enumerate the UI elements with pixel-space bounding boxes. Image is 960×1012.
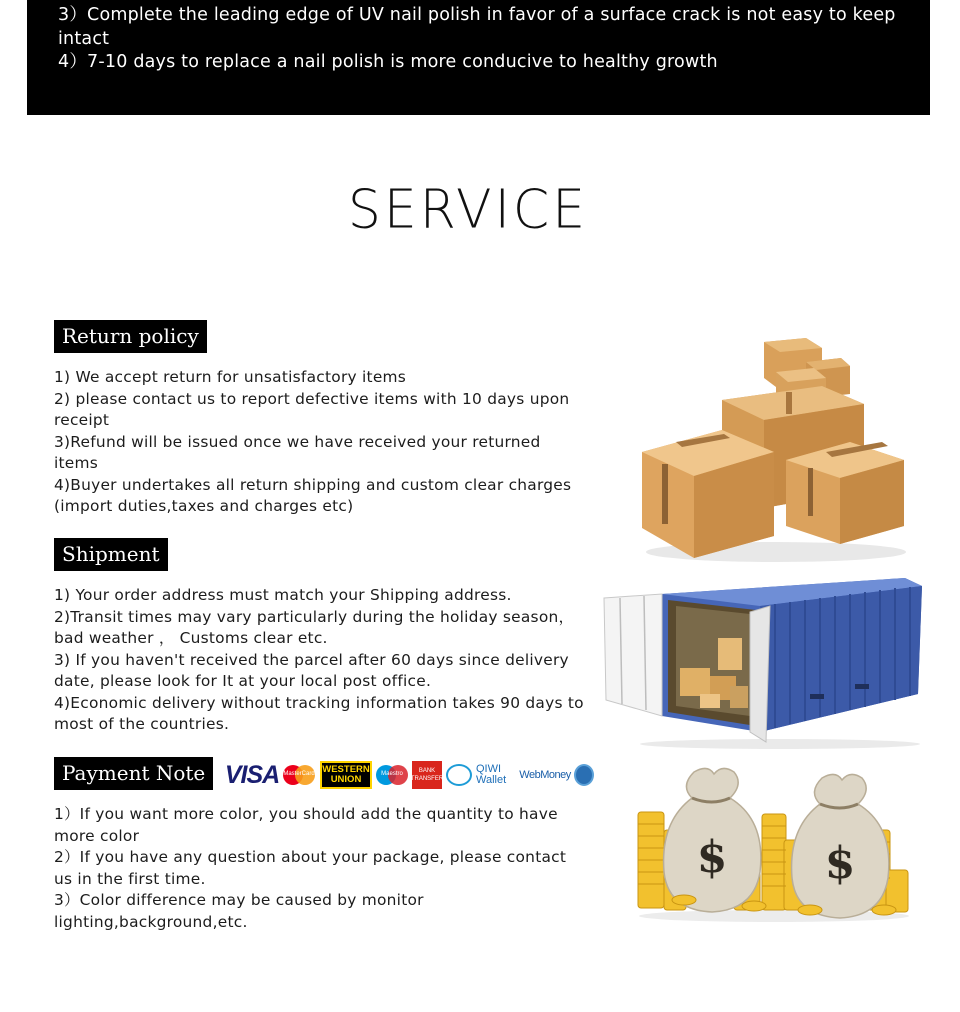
- qiwi-wallet-logo: [446, 761, 516, 789]
- payment-item: 3）Color difference may be caused by monitor lighting,background,etc.: [54, 891, 424, 931]
- shipping-container-image: [600, 576, 925, 751]
- qiwi-text-1: QIWI: [476, 763, 502, 775]
- payment-item: 1）If you want more color, you should add the quantity to have more color: [54, 805, 558, 845]
- return-policy-text: [54, 367, 584, 518]
- banner-line-4: 4）7-10 days to replace a nail polish is more conducive to healthy growth: [58, 52, 718, 72]
- bank-text-1: BANK: [418, 768, 436, 774]
- money-bags-image: [634, 760, 914, 925]
- shipment-label: Shipment: [54, 538, 168, 571]
- shipment-item: 1) Your order address must match your Shipping address.: [54, 586, 512, 604]
- service-title: SERVICE: [347, 179, 589, 241]
- payment-item: 2）If you have any question about your package, please contact us in the first time.: [54, 848, 567, 888]
- return-item: 3)Refund will be issued once we have received your returned items: [54, 432, 541, 472]
- shipment-item: 2)Transit times may vary particularly during the holiday season，bad weather ， Customs clear etc.: [54, 607, 575, 647]
- mastercard-logo-text: MasterCard: [283, 771, 315, 777]
- shipment-item: 3) If you haven't received the parcel after 60 days since delivery date, please look for It at your local post office.: [54, 650, 569, 690]
- visa-logo: VISA: [224, 760, 280, 789]
- western-union-text-2: UNION: [330, 774, 362, 785]
- shipment-text: [54, 585, 584, 736]
- svg-text:$: $: [696, 832, 728, 883]
- western-union-logo: [320, 761, 372, 789]
- top-banner: [27, 0, 930, 115]
- return-item: 1) We accept return for unsatisfactory items: [54, 368, 407, 386]
- qiwi-text-2: Wallet: [476, 774, 507, 786]
- payment-logos: [226, 760, 594, 790]
- bank-transfer-logo: [412, 761, 442, 789]
- maestro-logo-text: Maestro: [381, 771, 403, 777]
- payment-note-text: [54, 804, 584, 933]
- payment-note-label: Payment Note: [54, 757, 213, 790]
- bank-text-2: TRANSFER: [410, 776, 444, 782]
- shipment-item: 4)Economic delivery without tracking information takes 90 days to most of the countries.: [54, 693, 584, 733]
- cardboard-boxes-image: [636, 330, 916, 565]
- webmoney-logo: WebMoney: [519, 769, 571, 781]
- svg-text:$: $: [824, 838, 856, 889]
- return-item: 2) please contact us to report defective items with 10 days upon receipt: [54, 389, 570, 429]
- western-union-text-1: WESTERN: [322, 764, 370, 775]
- return-item: 4)Buyer undertakes all return shipping and custom clear charges (import duties,taxes and charges etc): [54, 475, 572, 515]
- mastercard-logo: [282, 761, 316, 789]
- maestro-logo: [376, 761, 408, 789]
- banner-line-3: 3）Complete the leading edge of UV nail polish in favor of a surface crack is not easy to keep intact: [58, 5, 896, 49]
- webmoney-globe-icon: [574, 764, 594, 786]
- return-policy-label: Return policy: [54, 320, 207, 353]
